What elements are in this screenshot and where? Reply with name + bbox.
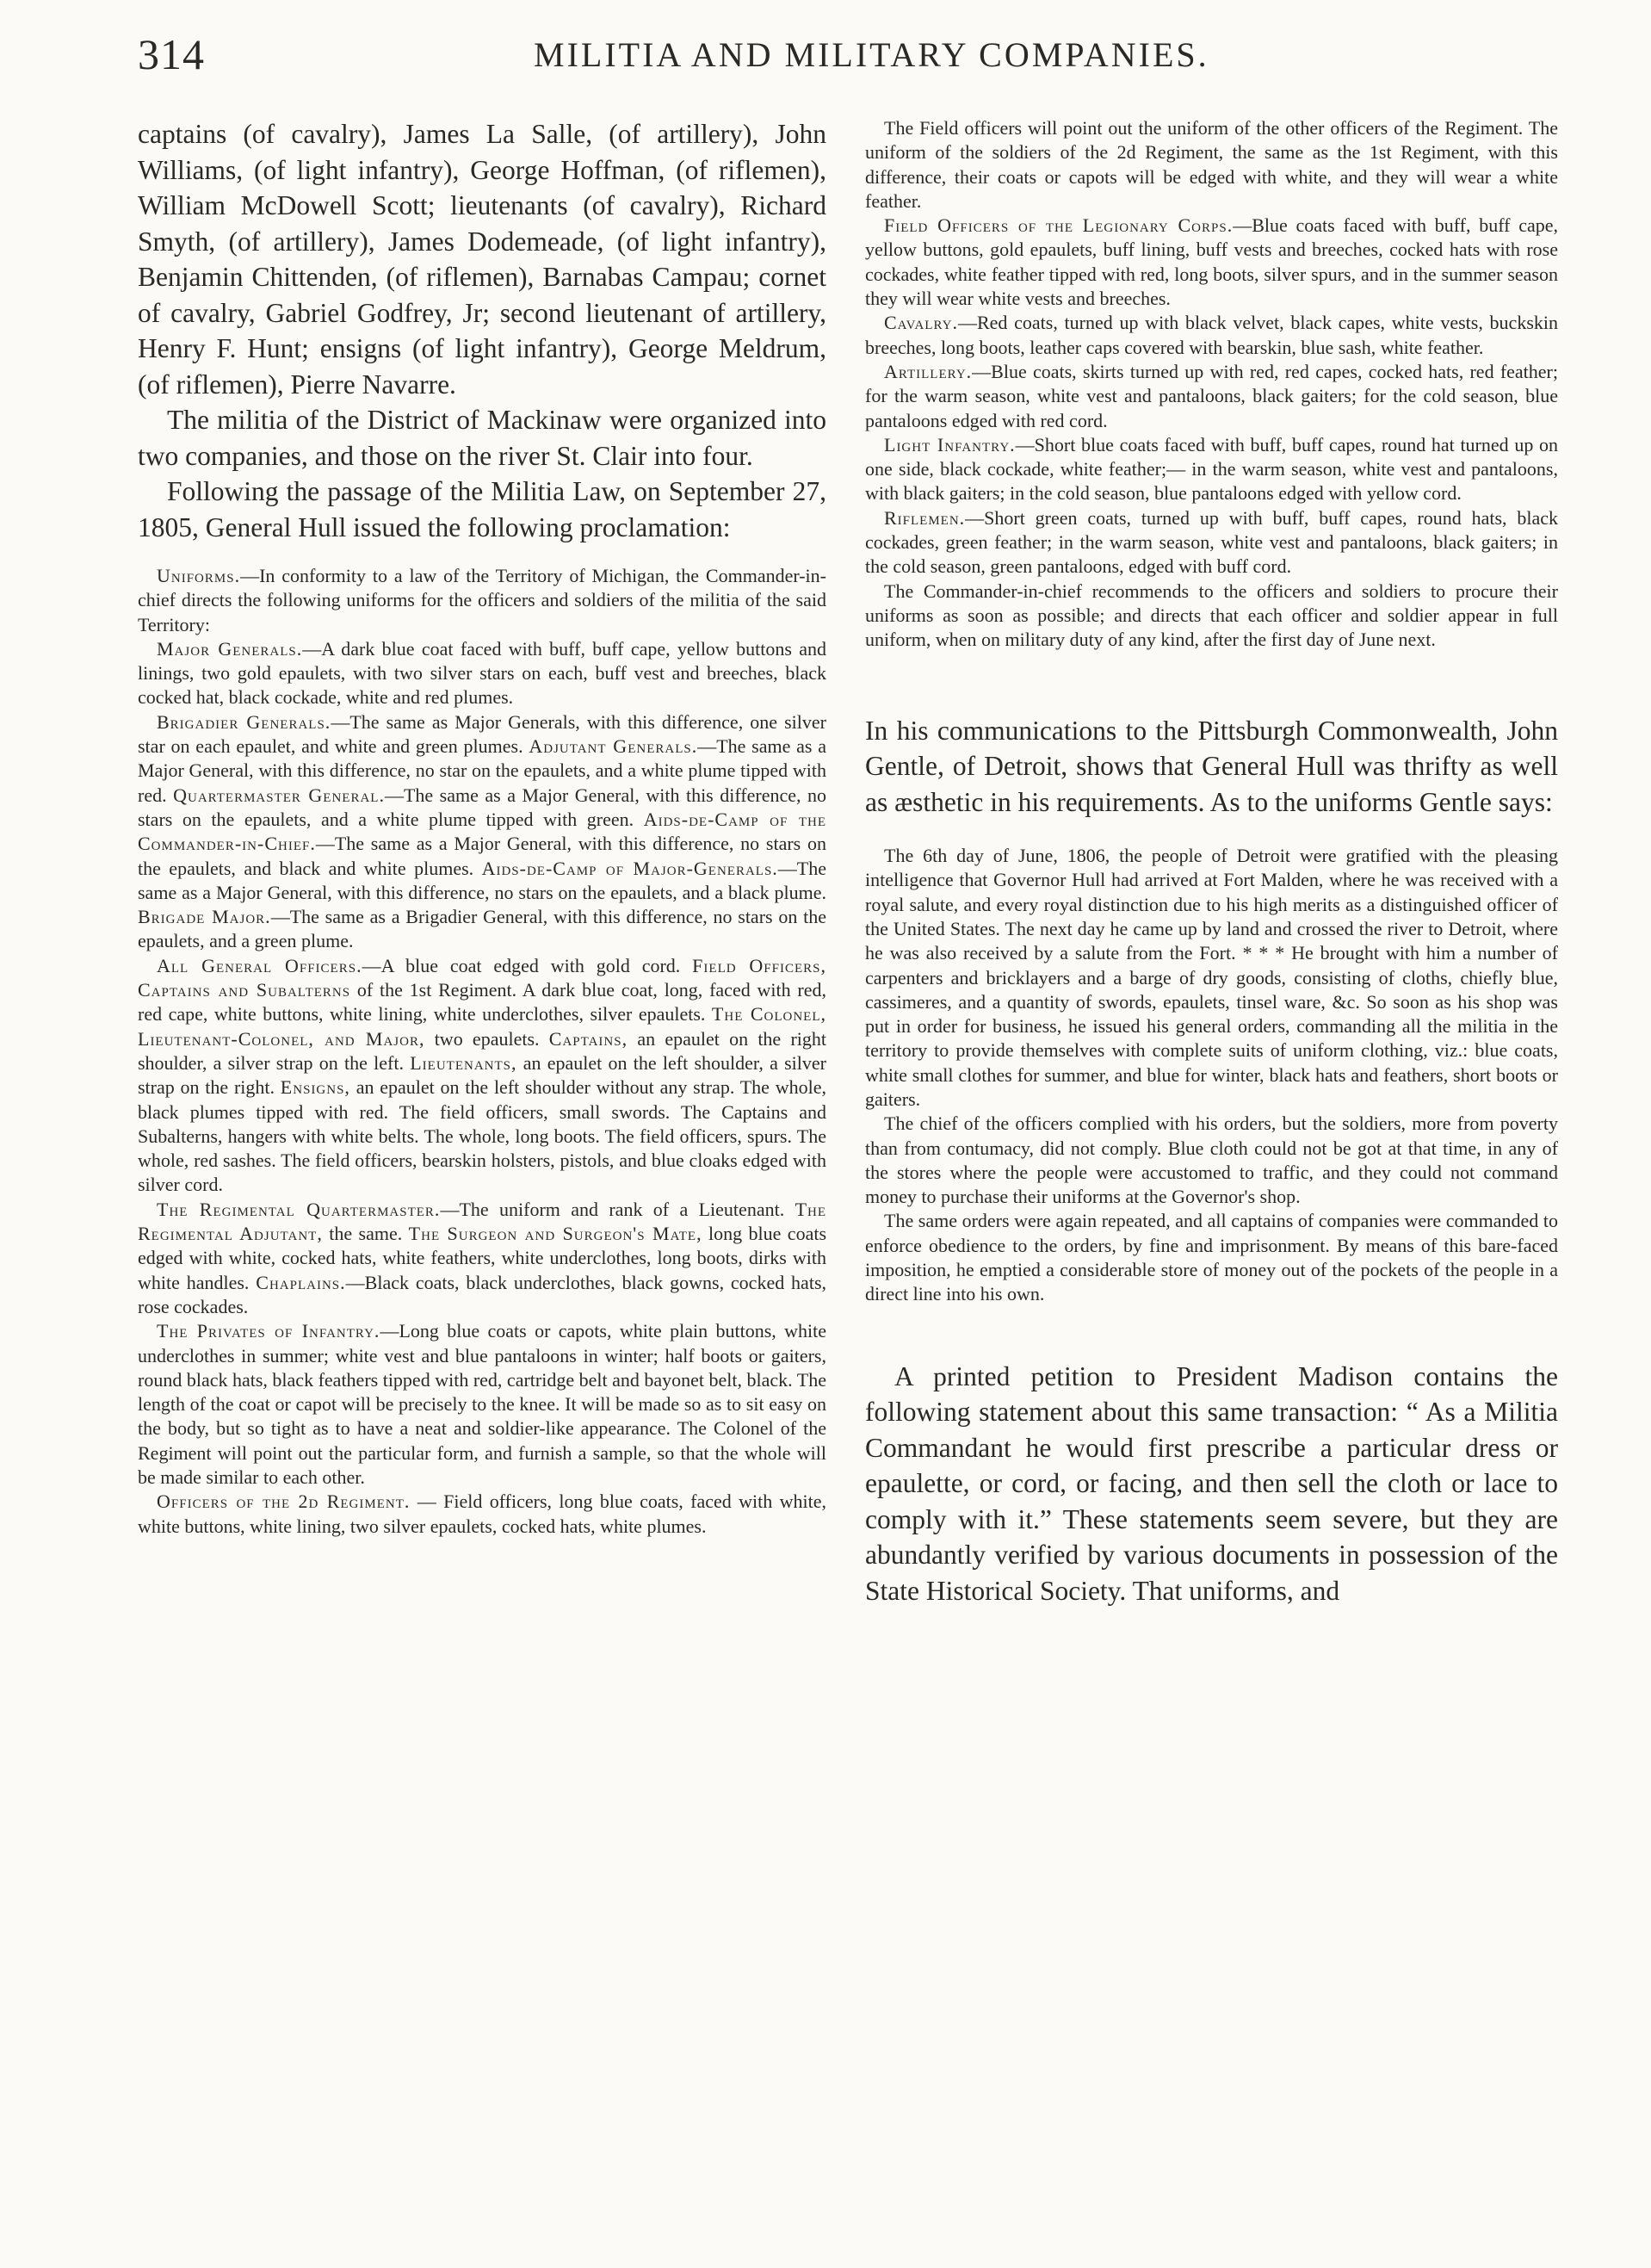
- proclamation-paragraph: Uniforms.—In conformity to a law of the Territory of Michigan, the Commander-in-chief directs the following uniforms for the officers and soldiers of the militia of the said Territory:: [138, 565, 826, 635]
- proclamation-paragraph: The Regimental Quartermaster.—The uniform and rank of a Lieutenant. The Regimental Adjutant, the same. The Surgeon and Surgeon's Mate, long blue coats edged with white, cocked hats, white feathers, white underclothes, long boots, dirks with white handles. Chaplains.—Black coats, black underclothes, black gowns, cocked hats, rose cockades.: [138, 1198, 827, 1317]
- section-heading: Aids-de-Camp of the Commander-in-Chief.: [138, 808, 827, 855]
- section-heading: Riflemen.: [884, 506, 966, 529]
- section-heading: Cavalry.: [884, 312, 958, 334]
- proclamation-paragraph: Field Officers of the Legionary Corps.—Blue coats faced with buff, buff cape, yellow buttons, gold epaulets, buff lining, buff vests and breeches, cocked hats with rose cockades, white feather tipped with red, long boots, silver spurs, and in the summer season they will wear white vests and breeches.: [865, 214, 1559, 310]
- section-heading: Quartermaster General.: [173, 784, 385, 806]
- proclamation-paragraph: Light Infantry.—Short blue coats faced with buff, buff capes, round hat turned up on one side, black cockade, white feather;— in the warm season, white vest and pantaloons, with black gaiters; in the cold season, blue pantaloons edged with yellow cord.: [865, 433, 1558, 505]
- quoted-paragraph: The same orders were again repeated, and all captains of companies were commanded to enforce obedience to the orders, by fine and imprisonment. By means of this bare-faced imposition, he emptied a considerable store of money out of the pockets of the people in a direct line into his own.: [865, 1210, 1558, 1305]
- proclamation-paragraph: Cavalry.—Red coats, turned up with black velvet, black capes, white vests, buckskin breeches, long boots, leather caps covered with bearskin, blue sash, white feather.: [865, 312, 1558, 358]
- section-heading: Major Generals.: [157, 637, 303, 660]
- running-head: MILITIA AND MILITARY COMPANIES.: [534, 35, 1209, 74]
- body-paragraph: A printed petition to President Madison contains the following statement about this same transaction: “ As a Militia Commandant he would first prescribe a particular dress or epaulette, or cord, or facing, and then sell the cloth or lace to comply with it.” These statements seem severe, but they are abundantly verified by various documents in possession of the State Historical Society. That uniforms, and: [865, 1360, 1558, 1606]
- proclamation-paragraph: Brigadier Generals.—The same as Major Generals, with this difference, one silver star on each epaulet, and white and green plumes. Adjutant Generals.—The same as a Major General, with this difference, no star on the epaulets, and a white plume tipped with red. Quartermaster General.—The same as a Major General, with this difference, no stars on the epaulets, and a white plume tipped with green. Aids-de-Camp of the Commander-in-Chief.—The same as a Major General, with this difference, no stars on the epaulets, and black and white plumes. Aids-de-Camp of Major-Generals.—The same as a Major General, with this difference, no stars on the epaulets, and a black plume. Brigade Major.—The same as a Brigadier General, with this difference, no stars on the epaulets, and a green plume.: [138, 710, 827, 952]
- section-heading: Uniforms.: [157, 565, 241, 586]
- section-heading: Field Officers, Captains and Subalterns: [138, 954, 827, 1001]
- page-number: 314: [138, 30, 205, 78]
- proclamation-paragraph: Riflemen.—Short green coats, turned up with buff, buff capes, round hats, black cockades, green feather; in the warm season, white vest and pantaloons, black gaiters; in the cold season, green pantaloons, edged with buff cord.: [865, 506, 1558, 578]
- body-paragraph: The militia of the District of Mackinaw were organized into two companies, and those on the river St. Clair into four.: [138, 405, 826, 471]
- section-heading: Chaplains.: [256, 1271, 346, 1293]
- quoted-paragraph: The 6th day of June, 1806, the people of Detroit were gratified with the pleasing intelligence that Governor Hull had arrived at Fort Malden, where he was received with a royal salute, and every royal distinction due to his high merits as a distinguished officer of the United States. The next day he came up by land and crossed the river to Detroit, where he was also received by a salute from the Fort. * * * He brought with him a number of carpenters and bricklayers and a barge of dry goods, consisting of cloths, chiefly blue, cassimeres, and a quantity of swords, epaulets, tinsel ware, &c. So soon as his shop was put in order for business, he issued his general orders, commanding all the militia in the territory to provide themselves with complete suits of uniform clothing, viz.: blue coats, white small clothes for summer, and blue for winter, black hats and feathers, short boots or gaiters.: [865, 845, 1558, 1110]
- proclamation-paragraph: Officers of the 2d Regiment. — Field officers, long blue coats, faced with white, white buttons, white lining, two silver epaulets, cocked hats, white plumes.: [138, 1490, 827, 1537]
- section-heading: Lieutenants,: [410, 1051, 517, 1074]
- body-paragraph: captains (of cavalry), James La Salle, (of artillery), John Williams, (of light infantry), George Hoffman, (of riflemen), William McDowell Scott; lieutenants (of cavalry), Richard Smyth, (of artillery), James Dodemeade, (of light infantry), Benjamin Chittenden, (of riflemen), Barnabas Campau; cornet of cavalry, Gabriel Godfrey, Jr; second lieutenant of artillery, Henry F. Hunt; ensigns (of light infantry), George Meldrum, (of riflemen), Pierre Navarre.: [138, 119, 826, 400]
- section-heading: Field Officers of the Legionary Corps.: [884, 214, 1234, 237]
- section-heading: Ensigns,: [280, 1076, 350, 1099]
- body-paragraph: Following the passage of the Militia Law, on September 27, 1805, General Hull issued the following proclamation:: [138, 476, 826, 542]
- section-heading: Officers of the 2d Regiment.: [157, 1490, 411, 1513]
- proclamation-paragraph: The Commander-in-chief recommends to the officers and soldiers to procure their uniforms as soon as possible; and directs that each officer and soldier appear in full uniform, when on military duty of any kind, after the first day of June next.: [865, 579, 1558, 651]
- section-heading: The Privates of Infantry.: [157, 1320, 380, 1342]
- section-heading: The Regimental Quartermaster.: [157, 1198, 441, 1220]
- proclamation-paragraph: All General Officers.—A blue coat edged with gold cord. Field Officers, Captains and Subalterns of the 1st Regiment. A dark blue coat, long, faced with red, red cape, white buttons, white lining, white underclothes, silver epaulets. The Colonel, Lieutenant-Colonel, and Major, two epaulets. Captains, an epaulet on the right shoulder, a silver strap on the left. Lieutenants, an epaulet on the left shoulder, a silver strap on the right. Ensigns, an epaulet on the left shoulder without any strap. The whole, black plumes tipped with red. The field officers, small swords. The Captains and Subalterns, hangers with white belts. The whole, long boots. The field officers, spurs. The whole, red sashes. The field officers, bearskin holsters, pistols, and blue cloaks edged with silver cord.: [138, 954, 827, 1196]
- section-heading: All General Officers.: [157, 954, 362, 976]
- left-column: [138, 116, 826, 1539]
- section-heading: Adjutant Generals.: [529, 735, 698, 758]
- section-heading: Captains,: [548, 1027, 628, 1050]
- section-heading: The Surgeon and Surgeon's Mate,: [408, 1223, 702, 1245]
- page-header: [138, 29, 1209, 81]
- proclamation-paragraph: The Field officers will point out the uniform of the other officers of the Regiment. The uniform of the soldiers of the 2d Regiment, the same as the 1st Regiment, with this difference, their coats or capots will be edged with white, and they will wear a white feather.: [865, 117, 1558, 212]
- body-paragraph: In his communications to the Pittsburgh Commonwealth, John Gentle, of Detroit, shows that General Hull was thrifty as well as æsthetic in his requirements. As to the uniforms Gentle says:: [865, 715, 1558, 817]
- right-column: [865, 116, 1558, 1608]
- proclamation-paragraph: Artillery.—Blue coats, skirts turned up with red, red capes, cocked hats, red feather; for the warm season, white vest and pantaloons, black gaiters; for the cold season, blue pantaloons edged with red cord.: [865, 360, 1558, 431]
- section-heading: Brigade Major.: [138, 906, 271, 928]
- section-heading: The Regimental Adjutant,: [138, 1198, 826, 1245]
- proclamation-paragraph: The Privates of Infantry.—Long blue coats or capots, white plain buttons, white underclothes in summer; white vest and blue pantaloons in winter; half boots or gaiters, round black hats, black feathers tipped with red, cartridge belt and bayonet belt, black. The length of the coat or capot will be precisely to the knee. It will be made so as to sit easy on the body, but so tight as to have a neat and soldier-like appearance. The Colonel of the Regiment will point out the particular form, and furnish a sample, so that the whole will be made similar to each other.: [138, 1320, 827, 1488]
- section-heading: Brigadier Generals.: [157, 710, 331, 733]
- proclamation-paragraph: Major Generals.—A dark blue coat faced with buff, buff cape, yellow buttons and linings, two gold epaulets, with two silver stars on each, buff vest and breeches, black cocked hat, black cockade, white and red plumes.: [138, 637, 826, 709]
- section-heading: Artillery.: [884, 360, 973, 382]
- quoted-paragraph: The chief of the officers complied with his orders, but the soldiers, more from poverty than from contumacy, did not comply. Blue cloth could not be got at that time, in any of the stores where the people were accustomed to traffic, and they could not command money to purchase their uniforms at the Governor's shop.: [865, 1112, 1558, 1208]
- section-heading: Light Infantry.: [884, 433, 1016, 455]
- section-heading: Aids-de-Camp of Major-Generals.: [481, 857, 778, 879]
- section-heading: The Colonel, Lieutenant-Colonel, and Major,: [138, 1003, 827, 1050]
